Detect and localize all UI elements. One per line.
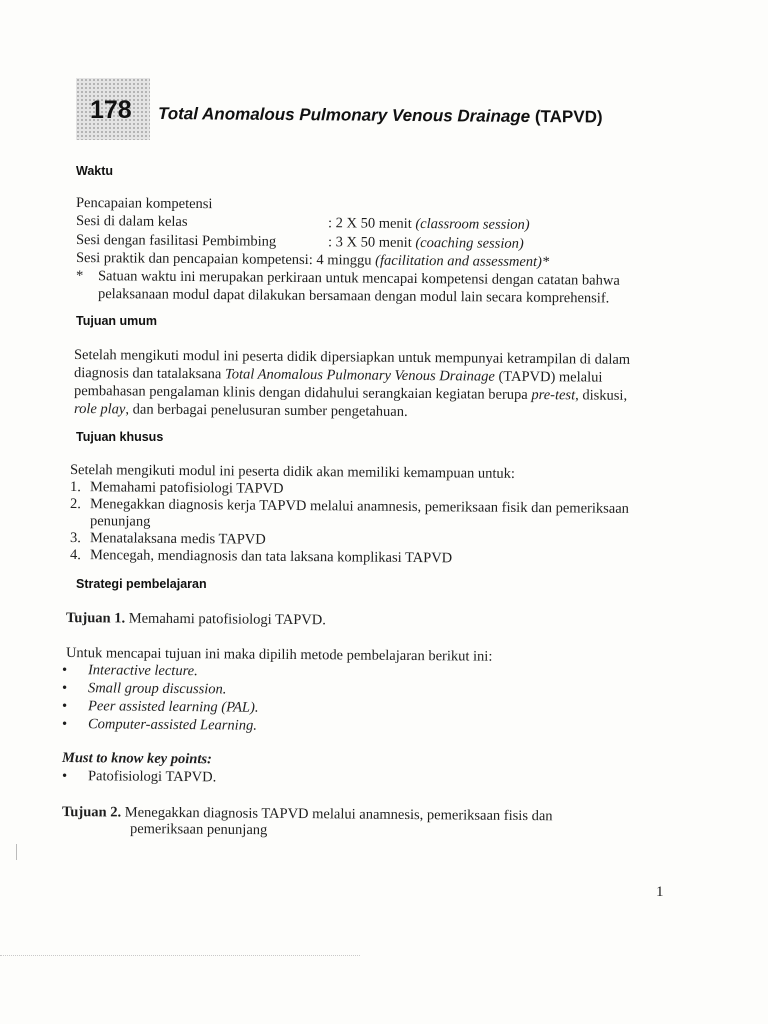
tujuan-2-text: Menegakkan diagnosis TAPVD melalui anamnesis, pemeriksaan fisis dan	[121, 804, 553, 825]
tujuan-2-line-2: pemeriksaan penunjang	[129, 821, 268, 839]
tujuan-khusus-intro: Setelah mengikuti modul ini peserta didik akan memiliki kemampuan untuk:	[69, 462, 516, 482]
waktu-row-3-label: Sesi praktik dan pencapaian kompetensi:	[75, 250, 313, 269]
key-points-heading	[62, 749, 212, 768]
waktu-row-3-note: (facilitation and assessment)*	[375, 252, 550, 271]
waktu-row-1-note: (classroom session)	[415, 215, 530, 233]
bullet-icon: •	[61, 716, 68, 733]
tujuan-khusus-item	[70, 512, 151, 531]
method-item	[62, 661, 198, 680]
tujuan-1-line	[66, 609, 326, 629]
tujuan-1-intro: Untuk mencapai tujuan ini maka dipilih metode pembelajaran berikut ini:	[65, 645, 493, 665]
item-number: 1.	[69, 479, 81, 496]
tujuan-umum-line-2-italic: Total Anomalous Pulmonary Venous Drainage	[224, 366, 495, 385]
waktu-row-1-label: Sesi di dalam kelas	[75, 213, 188, 230]
bullet-icon: •	[61, 662, 68, 679]
chapter-title	[158, 104, 603, 127]
tujuan-umum-line-1: Setelah mengikuti modul ini peserta didik dipersiapkan untuk mempunyai ketrampilan di dalam	[73, 347, 631, 368]
tujuan-umum-line-3-italic: pre-test	[531, 386, 576, 404]
item-text: penunjang	[89, 513, 151, 530]
waktu-row-2-label: Sesi dengan fasilitasi Pembimbing	[75, 232, 277, 250]
waktu-row-2-note: (coaching session)	[415, 234, 524, 252]
item-number: 3.	[69, 530, 81, 547]
tujuan-khusus-item	[70, 495, 629, 518]
item-text: Menatalaksana medis TAPVD	[89, 530, 266, 548]
key-point-item	[62, 767, 216, 786]
tujuan-1-label: Tujuan 1.	[65, 610, 126, 627]
waktu-heading: Waktu	[76, 164, 114, 178]
scan-artifact	[0, 955, 360, 957]
tujuan-khusus-item	[70, 546, 452, 567]
item-text: Mencegah, mendiagnosis dan tata laksana komplikasi TAPVD	[89, 547, 453, 567]
strategi-heading: Strategi pembelajaran	[76, 577, 207, 591]
tujuan-khusus-heading: Tujuan khusus	[76, 430, 164, 444]
tujuan-umum-line-2a: diagnosis dan tatalaksana	[73, 365, 226, 383]
tujuan-umum-line-4-italic: role play	[73, 401, 126, 418]
item-number: 2.	[69, 496, 81, 513]
tujuan-umum-line-4	[74, 400, 408, 421]
method-text: Interactive lecture.	[87, 662, 198, 680]
tujuan-umum-heading: Tujuan umum	[76, 314, 158, 328]
chapter-number: 178	[90, 96, 132, 124]
key-point-text: Patofisiologi TAPVD.	[87, 768, 217, 786]
chapter-title-abbrev: (TAPVD)	[534, 106, 603, 127]
waktu-row-1-value: : 2 X 50 menit	[327, 215, 412, 232]
footnote-text-1: Satuan waktu ini merupakan perkiraan untuk mencapai kompetensi dengan catatan bahwa	[97, 268, 620, 289]
bullet-icon: •	[61, 768, 68, 785]
item-text: Memahami patofisiologi TAPVD	[89, 479, 284, 497]
tujuan-umum-line-3b: , diskusi,	[575, 387, 628, 404]
tujuan-1-text: Memahami patofisiologi TAPVD.	[125, 610, 326, 629]
method-item	[62, 697, 259, 717]
method-text: Small group discussion.	[87, 680, 227, 698]
method-text: Computer-assisted Learning.	[87, 716, 257, 734]
bullet-icon: •	[61, 680, 68, 697]
tujuan-umum-line-4b: , dan berbagai penelusuran sumber pengetahuan.	[125, 401, 408, 420]
item-number: 4.	[69, 547, 81, 564]
waktu-row-2-value: : 3 X 50 menit	[327, 234, 412, 251]
tujuan-umum-line-2b: (TAPVD) melalui	[494, 368, 603, 386]
method-item	[62, 679, 227, 698]
method-text: Peer assisted learning (PAL).	[87, 698, 259, 716]
waktu-subheading: Pencapaian kompetensi	[75, 195, 213, 213]
page-number: 1	[656, 884, 664, 900]
key-points-heading-text: Must to know key points:	[61, 750, 212, 768]
chapter-title-main: Total Anomalous Pulmonary Venous Drainage	[157, 104, 531, 126]
footnote-mark: *	[75, 268, 84, 285]
waktu-footnote-2: pelaksanaan modul dapat dilakukan bersamaan dengan modul lain secara komprehensif.	[97, 286, 610, 307]
waktu-row-3-value: 4 minggu	[312, 252, 372, 269]
bullet-icon: •	[61, 698, 68, 715]
method-item	[62, 715, 257, 735]
tujuan-umum-line-3a: pembahasan pengalaman klinis dengan didahului serangkaian kegiatan berupa	[73, 383, 532, 403]
item-text: Menegakkan diagnosis kerja TAPVD melalui anamnesis, pemeriksaan fisik dan pemeriksaan	[89, 496, 630, 517]
tujuan-2-label: Tujuan 2.	[61, 804, 122, 821]
scan-artifact	[16, 844, 21, 860]
